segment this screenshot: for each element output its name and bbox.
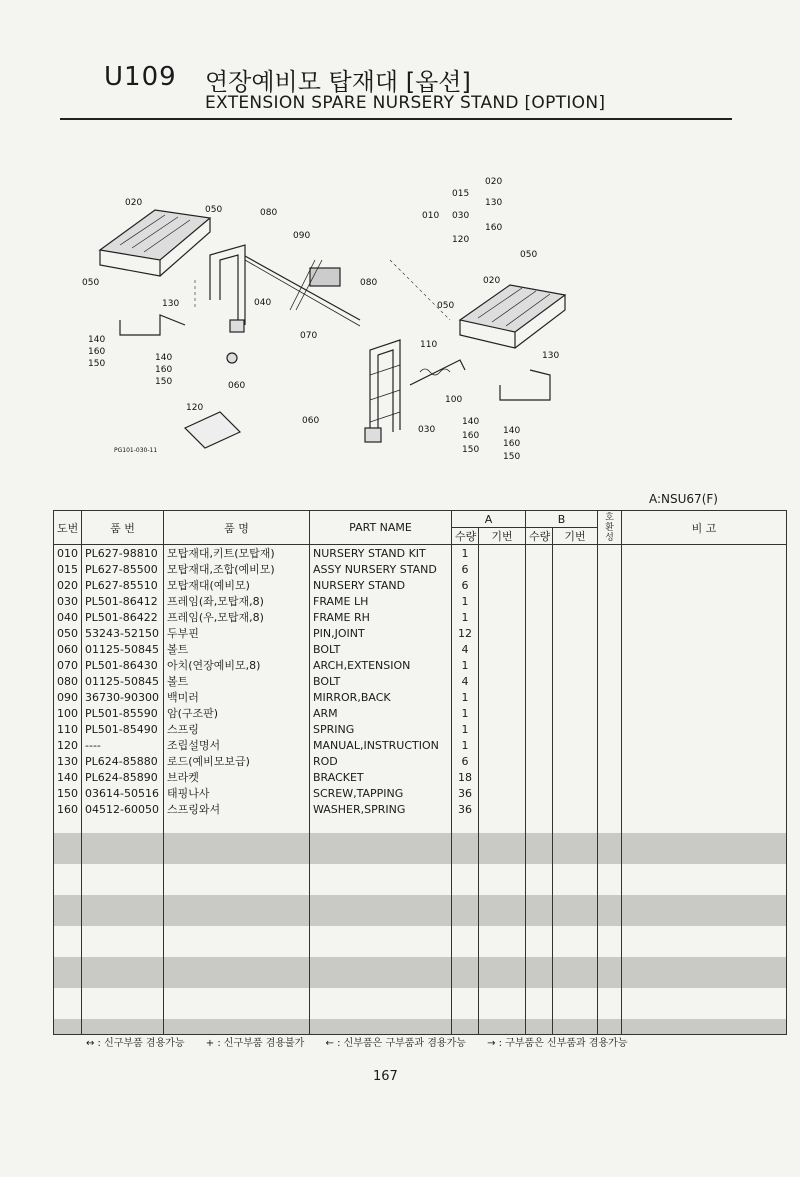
cell-qty: 36 xyxy=(452,785,479,801)
cell-part-name: MANUAL,INSTRUCTION xyxy=(310,737,452,753)
cell-part-no: 01125-50845 xyxy=(82,641,164,657)
cell-qty: 1 xyxy=(452,609,479,625)
cell-ref: 030 xyxy=(54,593,82,609)
table-row xyxy=(54,801,787,817)
cell-part-name: FRAME LH xyxy=(310,593,452,609)
cell-name-ko: 스프링와셔 xyxy=(164,801,310,817)
cell-qty: 1 xyxy=(452,689,479,705)
exploded-diagram xyxy=(60,160,740,490)
model-label: A:NSU67(F) xyxy=(649,492,718,506)
table-row xyxy=(54,769,787,785)
col-qty-a: 수량 xyxy=(452,528,479,545)
cell-part-name: BRACKET xyxy=(310,769,452,785)
col-part-no: 품 번 xyxy=(82,511,164,545)
cell-name-ko: 두부핀 xyxy=(164,625,310,641)
svg-text:150: 150 xyxy=(88,359,106,369)
svg-text:070: 070 xyxy=(300,331,318,341)
cell-qty: 1 xyxy=(452,737,479,753)
instruction-manual xyxy=(185,412,240,448)
cell-part-name: BOLT xyxy=(310,673,452,689)
table-row xyxy=(54,721,787,737)
cell-ref: 020 xyxy=(54,577,82,593)
svg-text:140: 140 xyxy=(503,426,521,436)
cell-qty: 12 xyxy=(452,625,479,641)
table-row xyxy=(54,561,787,577)
legend-item: ↔ : 신구부품 겸용가능 xyxy=(86,1038,185,1049)
col-remarks: 비 고 xyxy=(622,511,787,545)
table-row xyxy=(54,657,787,673)
cell-name-ko: 모탑재대(예비모) xyxy=(164,577,310,593)
cell-qty: 4 xyxy=(452,641,479,657)
cell-qty: 1 xyxy=(452,705,479,721)
compatibility-legend xyxy=(86,1034,646,1049)
header-divider xyxy=(60,118,732,120)
cell-part-name: ARM xyxy=(310,705,452,721)
svg-text:160: 160 xyxy=(155,365,173,375)
table-row xyxy=(54,1019,787,1035)
cell-name-ko: 태핑나사 xyxy=(164,785,310,801)
table-row xyxy=(54,972,787,988)
svg-text:080: 080 xyxy=(360,278,378,288)
svg-text:050: 050 xyxy=(437,301,455,311)
table-row xyxy=(54,545,787,562)
cell-ref: 120 xyxy=(54,737,82,753)
cell-part-no: PL501-86422 xyxy=(82,609,164,625)
table-row xyxy=(54,926,787,942)
cell-qty: 6 xyxy=(452,577,479,593)
table-row xyxy=(54,957,787,973)
cell-name-ko: 로드(예비모보급) xyxy=(164,753,310,769)
cell-name-ko: 암(구조판) xyxy=(164,705,310,721)
svg-text:030: 030 xyxy=(452,211,470,221)
cell-part-no: PL501-85590 xyxy=(82,705,164,721)
cell-part-no: PL627-85510 xyxy=(82,577,164,593)
cell-qty: 1 xyxy=(452,657,479,673)
nursery-tray-right xyxy=(460,285,565,348)
cell-part-name: SPRING xyxy=(310,721,452,737)
cell-part-no: 01125-50845 xyxy=(82,673,164,689)
legend-item: + : 신구부품 겸용불가 xyxy=(205,1038,305,1049)
table-row xyxy=(54,817,787,833)
section-code: U109 xyxy=(104,62,177,92)
table-row xyxy=(54,785,787,801)
table-row xyxy=(54,910,787,926)
svg-text:160: 160 xyxy=(88,347,106,357)
cell-part-no: PL624-85880 xyxy=(82,753,164,769)
svg-text:160: 160 xyxy=(462,431,480,441)
cell-part-name: MIRROR,BACK xyxy=(310,689,452,705)
arm xyxy=(410,360,465,385)
table-row xyxy=(54,895,787,911)
cell-ref: 010 xyxy=(54,545,82,562)
page-number: 167 xyxy=(373,1069,398,1084)
cell-ref: 070 xyxy=(54,657,82,673)
svg-text:020: 020 xyxy=(485,177,503,187)
cell-qty: 4 xyxy=(452,673,479,689)
svg-text:160: 160 xyxy=(485,223,503,233)
table-row xyxy=(54,689,787,705)
svg-text:120: 120 xyxy=(186,403,204,413)
cell-name-ko: 볼트 xyxy=(164,641,310,657)
cell-part-name: ROD xyxy=(310,753,452,769)
svg-text:150: 150 xyxy=(155,377,173,387)
cell-part-no: PL627-85500 xyxy=(82,561,164,577)
col-name-ko: 품 명 xyxy=(164,511,310,545)
cell-qty: 1 xyxy=(452,721,479,737)
table-row xyxy=(54,1003,787,1019)
cell-ref: 160 xyxy=(54,801,82,817)
cell-name-ko: 스프링 xyxy=(164,721,310,737)
cell-qty: 36 xyxy=(452,801,479,817)
arch-extension xyxy=(245,256,360,320)
cell-part-no: PL501-86412 xyxy=(82,593,164,609)
svg-text:130: 130 xyxy=(162,299,180,309)
svg-text:050: 050 xyxy=(82,278,100,288)
cell-ref: 060 xyxy=(54,641,82,657)
table-row xyxy=(54,864,787,880)
table-row xyxy=(54,577,787,593)
svg-text:150: 150 xyxy=(503,452,521,462)
svg-text:090: 090 xyxy=(293,231,311,241)
svg-text:050: 050 xyxy=(205,205,223,215)
table-row xyxy=(54,737,787,753)
svg-text:130: 130 xyxy=(485,198,503,208)
table-row xyxy=(54,988,787,1004)
cell-part-no: 03614-50516 xyxy=(82,785,164,801)
cell-name-ko: 볼트 xyxy=(164,673,310,689)
cell-ref: 110 xyxy=(54,721,82,737)
col-qty-b: 수량 xyxy=(526,528,553,545)
table-row xyxy=(54,625,787,641)
legend-item: → : 구부품은 신부품과 겸용가능 xyxy=(487,1038,628,1049)
frame-left xyxy=(365,340,400,442)
svg-text:160: 160 xyxy=(503,439,521,449)
cell-part-name: WASHER,SPRING xyxy=(310,801,452,817)
rod-right xyxy=(500,370,550,400)
col-group-b: B xyxy=(526,511,598,528)
col-group-a: A xyxy=(452,511,526,528)
cell-qty: 1 xyxy=(452,545,479,562)
cell-qty: 6 xyxy=(452,561,479,577)
col-part-name: PART NAME xyxy=(310,511,452,545)
svg-text:080: 080 xyxy=(260,208,278,218)
svg-text:020: 020 xyxy=(483,276,501,286)
svg-text:150: 150 xyxy=(462,445,480,455)
cell-name-ko: 모탑재대,키트(모탑재) xyxy=(164,545,310,562)
cell-name-ko: 브라켓 xyxy=(164,769,310,785)
svg-text:060: 060 xyxy=(228,381,246,391)
cell-part-name: ASSY NURSERY STAND xyxy=(310,561,452,577)
cell-part-no: 04512-60050 xyxy=(82,801,164,817)
cell-name-ko: 백미러 xyxy=(164,689,310,705)
table-row xyxy=(54,641,787,657)
cell-part-name: NURSERY STAND KIT xyxy=(310,545,452,562)
svg-text:110: 110 xyxy=(420,340,438,350)
cell-ref: 015 xyxy=(54,561,82,577)
table-row xyxy=(54,833,787,849)
cell-name-ko: 모탑재대,조합(예비모) xyxy=(164,561,310,577)
svg-text:140: 140 xyxy=(462,417,480,427)
table-row xyxy=(54,593,787,609)
cell-part-name: FRAME RH xyxy=(310,609,452,625)
col-ref: 도번 xyxy=(54,511,82,545)
col-base-b: 기번 xyxy=(553,528,598,545)
cell-part-name: BOLT xyxy=(310,641,452,657)
svg-text:010: 010 xyxy=(422,211,440,221)
cell-name-ko: 조립설명서 xyxy=(164,737,310,753)
page-title-korean: 연장예비모 탑재대 [옵션] xyxy=(205,68,471,96)
svg-text:140: 140 xyxy=(155,353,173,363)
cell-qty: 1 xyxy=(452,593,479,609)
svg-text:100: 100 xyxy=(445,395,463,405)
rod-left xyxy=(120,315,185,335)
table-row xyxy=(54,941,787,957)
svg-text:060: 060 xyxy=(302,416,320,426)
svg-text:120: 120 xyxy=(452,235,470,245)
table-row xyxy=(54,705,787,721)
cell-qty: 18 xyxy=(452,769,479,785)
svg-text:PG101-030-11: PG101-030-11 xyxy=(114,447,158,454)
svg-text:050: 050 xyxy=(520,250,538,260)
cell-ref: 150 xyxy=(54,785,82,801)
svg-text:030: 030 xyxy=(418,425,436,435)
cell-ref: 050 xyxy=(54,625,82,641)
cell-part-no: PL501-86430 xyxy=(82,657,164,673)
cell-part-no: ---- xyxy=(82,737,164,753)
table-row xyxy=(54,879,787,895)
parts-table xyxy=(53,510,787,1035)
cell-ref: 100 xyxy=(54,705,82,721)
svg-text:130: 130 xyxy=(542,351,560,361)
cell-ref: 040 xyxy=(54,609,82,625)
cell-ref: 090 xyxy=(54,689,82,705)
cell-name-ko: 프레임(우,모탑재,8) xyxy=(164,609,310,625)
cell-part-name: SCREW,TAPPING xyxy=(310,785,452,801)
frame-right xyxy=(210,245,245,332)
table-row xyxy=(54,609,787,625)
table-row xyxy=(54,753,787,769)
svg-text:140: 140 xyxy=(88,335,106,345)
col-compat: 호환성 xyxy=(598,511,622,545)
page-title-english: EXTENSION SPARE NURSERY STAND [OPTION] xyxy=(205,93,606,113)
svg-text:015: 015 xyxy=(452,189,470,199)
col-base-a: 기번 xyxy=(479,528,526,545)
cell-part-name: NURSERY STAND xyxy=(310,577,452,593)
legend-item: ← : 신부품은 구부품과 겸용가능 xyxy=(325,1038,466,1049)
cell-ref: 130 xyxy=(54,753,82,769)
cell-ref: 140 xyxy=(54,769,82,785)
cell-name-ko: 프레임(좌,모탑재,8) xyxy=(164,593,310,609)
table-row xyxy=(54,673,787,689)
cell-part-name: PIN,JOINT xyxy=(310,625,452,641)
cell-qty: 6 xyxy=(452,753,479,769)
cell-part-no: 53243-52150 xyxy=(82,625,164,641)
svg-text:040: 040 xyxy=(254,298,272,308)
cell-part-no: PL627-98810 xyxy=(82,545,164,562)
cell-name-ko: 아치(연장예비모,8) xyxy=(164,657,310,673)
cell-part-name: ARCH,EXTENSION xyxy=(310,657,452,673)
cell-ref: 080 xyxy=(54,673,82,689)
back-mirror xyxy=(310,268,340,286)
nursery-tray-left xyxy=(100,210,210,276)
cell-part-no: PL501-85490 xyxy=(82,721,164,737)
table-row xyxy=(54,848,787,864)
cell-part-no: PL624-85890 xyxy=(82,769,164,785)
svg-text:020: 020 xyxy=(125,198,143,208)
cell-part-no: 36730-90300 xyxy=(82,689,164,705)
